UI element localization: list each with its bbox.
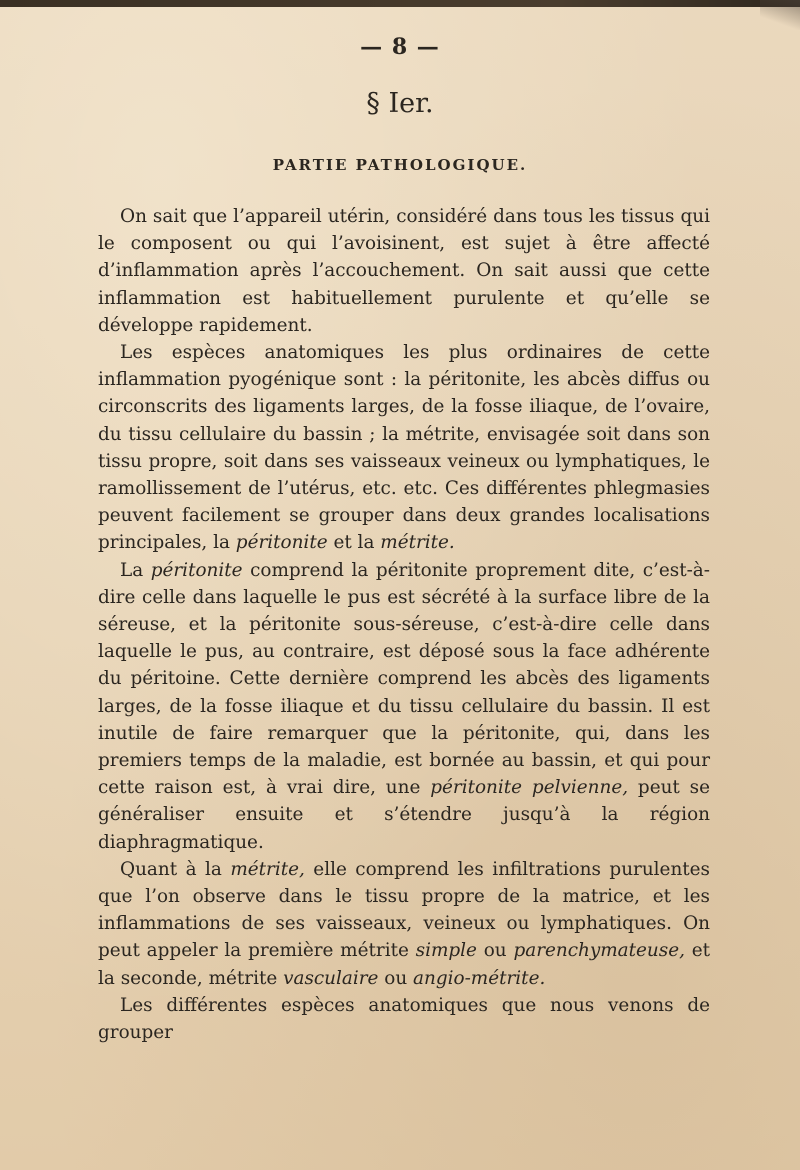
section-title: PARTIE PATHOLOGIQUE. <box>272 156 528 174</box>
italic-term: péritonite <box>235 532 328 554</box>
paragraph <box>98 339 710 557</box>
paragraph <box>98 203 710 339</box>
page-corner-shadow <box>760 0 800 30</box>
text-run: ou <box>378 967 414 989</box>
text-run: peut se généraliser ensuite et s’étendre jusqu’à la région diaphragmatique. <box>98 777 711 853</box>
italic-term: vasculaire <box>283 967 379 989</box>
italic-term: métrite. <box>380 532 455 554</box>
body-text <box>98 203 710 1046</box>
text-run: elle comprend les infiltrations purulentes que l’on observe dans le tissu propre de la matrice, et les inflammations de ses vaisseaux, veineux ou lymphatiques. On peut appeler la première métrite <box>98 858 710 962</box>
italic-term: péritonite pelvienne, <box>430 777 629 799</box>
paragraph <box>98 856 710 992</box>
page-header <box>0 34 800 60</box>
text-run: On sait que l’appareil utérin, considéré dans tous les tissus qui le composent ou qui l’avoisinent, est sujet à être affecté d’inflammation après l’accouchement. On sait aussi que cette inflammation est habituellement purulente et qu’elle se développe rapidement. <box>98 206 710 336</box>
text-run: ou <box>476 940 514 962</box>
text-run: et la <box>327 532 381 554</box>
text-run: Les différentes espèces anatomiques que nous venons de grouper <box>98 994 710 1044</box>
italic-term: péritonite <box>150 559 243 581</box>
italic-term: simple <box>415 940 477 962</box>
text-run: comprend la péritonite proprement dite, c’est-à-dire celle dans laquelle le pus est sécrété à la surface libre de la séreuse, et la péritonite sous-séreuse, c’est-à-dire celle dans laquelle le pus, au contraire, est déposé sous la face adhérente du péritoine. Cette dernière comprend les abcès des ligaments larges, de la fosse iliaque et du tissu cellulaire du bassin. Il est inutile de faire remarquer que la péritonite, qui, dans les premiers temps de la maladie, est bornée au bassin, et qui pour cette raison est, à vrai dire, une <box>98 559 710 799</box>
page-top-edge <box>0 0 800 7</box>
paragraph <box>98 992 710 1046</box>
section-heading: § Ier. <box>366 88 434 119</box>
italic-term: métrite, <box>230 858 305 880</box>
italic-term: angio-métrite. <box>413 967 546 989</box>
italic-term: parenchymateuse, <box>513 940 685 962</box>
page-number: — 8 — <box>360 34 440 60</box>
text-run: La <box>120 559 151 581</box>
text-run: Quant à la <box>120 858 231 880</box>
paragraph <box>98 557 710 856</box>
text-run: et la seconde, métrite <box>98 940 711 989</box>
text-run: Les espèces anatomiques les plus ordinaires de cette inflammation pyogénique sont : la péritonite, les abcès diffus ou circonscrits des ligaments larges, de la fosse iliaque, de l’ovaire, du tissu cellulaire du bassin ; la métrite, envisagée soit dans son tissu propre, soit dans ses vaisseaux veineux ou lymphatiques, le ramollissement de l’utérus, etc. etc. Ces différentes phlegmasies peuvent facilement se grouper dans deux grandes localisations principales, la <box>98 342 710 554</box>
